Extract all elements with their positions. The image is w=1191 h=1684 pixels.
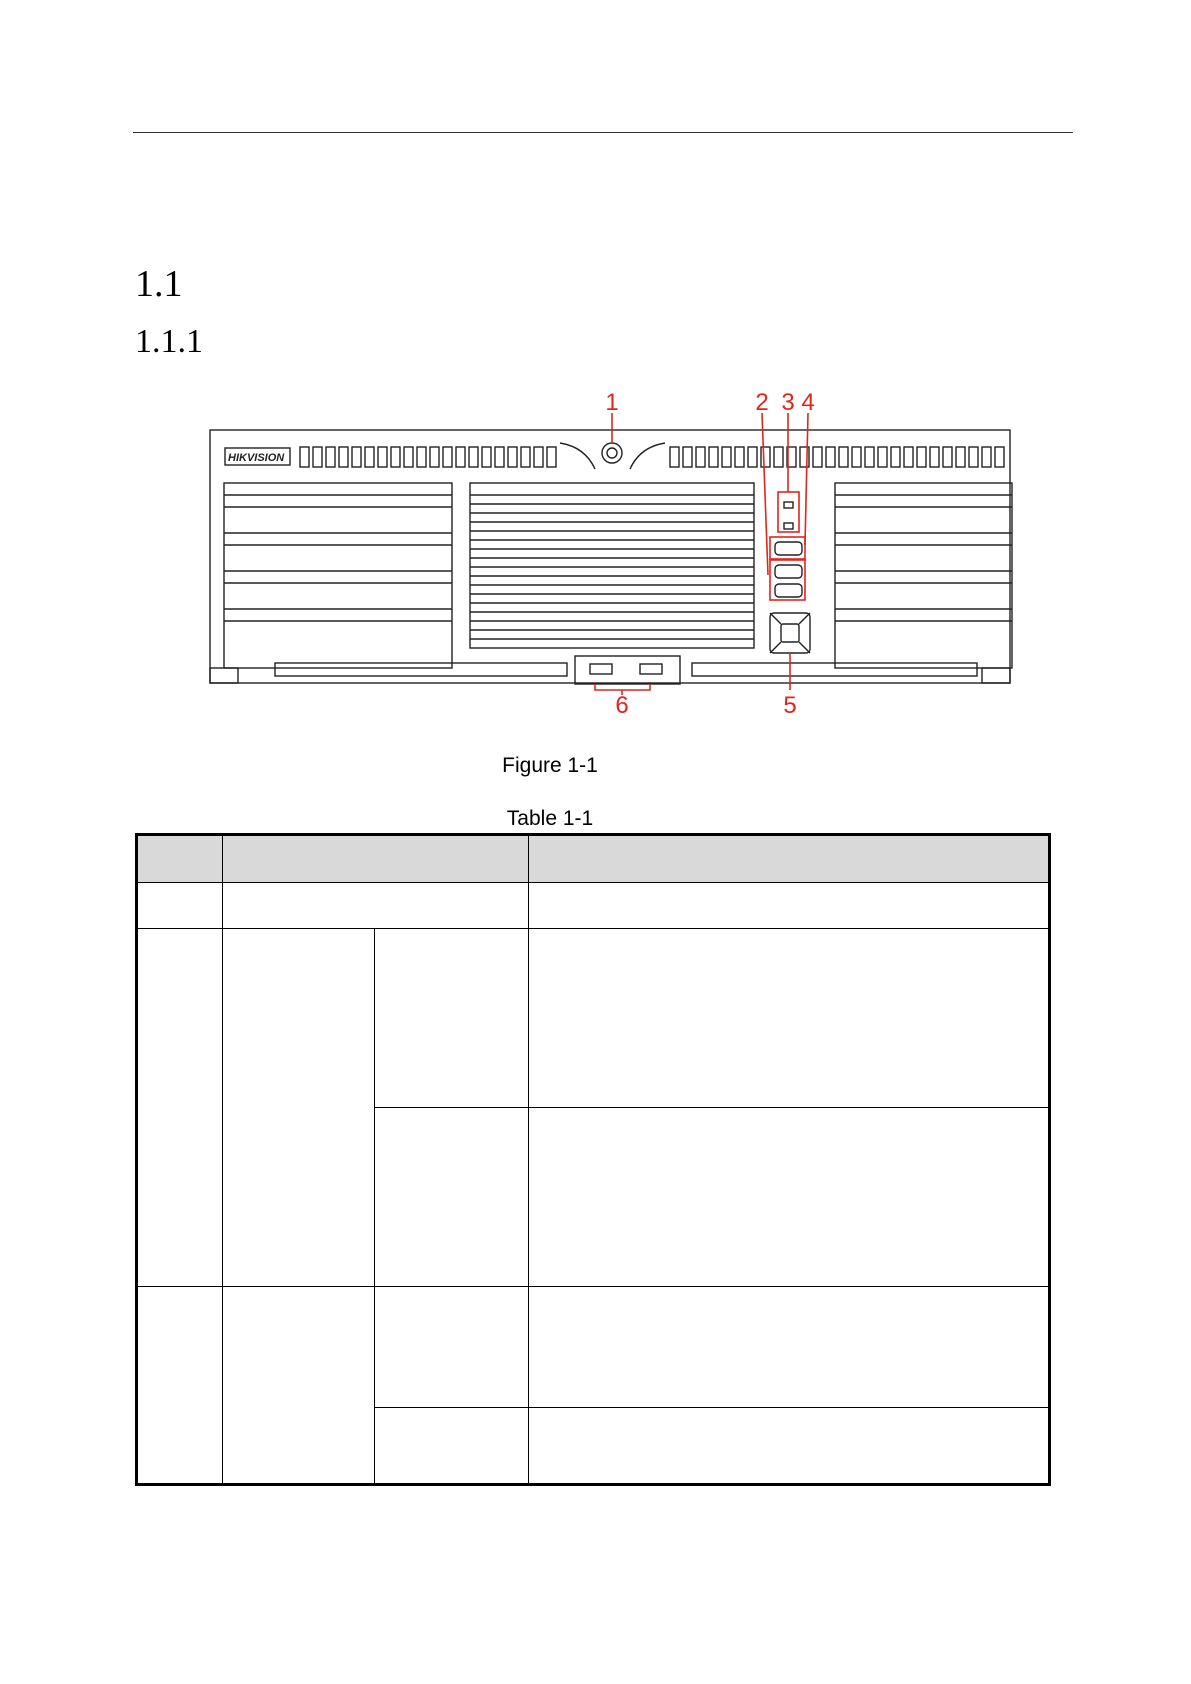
- callout-4: 4: [801, 389, 815, 416]
- vent-slot: [774, 447, 783, 467]
- vent-slot: [482, 447, 491, 467]
- callout-box-3: [778, 492, 799, 532]
- arch-right-curve: [630, 443, 665, 469]
- vent-slot: [865, 447, 874, 467]
- vent-slot: [995, 447, 1004, 467]
- vent-slot: [365, 447, 374, 467]
- vent-slot: [735, 447, 744, 467]
- power-button-inner: [607, 448, 617, 458]
- leader-4: [805, 413, 808, 545]
- table-header-row: [137, 835, 1050, 883]
- vent-slot: [826, 447, 835, 467]
- vent-slot: [326, 447, 335, 467]
- callout-2: 2: [755, 389, 769, 416]
- menu-key: [775, 584, 802, 597]
- table-cell: [137, 883, 223, 929]
- status-led-1: [784, 502, 793, 508]
- arch-left-curve: [560, 443, 595, 469]
- vent-slot: [709, 447, 718, 467]
- vent-slot: [670, 447, 679, 467]
- callout-3: 3: [781, 389, 795, 416]
- callout-6: 6: [615, 692, 629, 719]
- right-drive-slots: [835, 495, 1012, 621]
- center-vent-slots: [470, 495, 754, 639]
- vent-slot: [547, 447, 556, 467]
- vent-slot: [683, 447, 692, 467]
- vent-slot: [404, 447, 413, 467]
- left-foot: [210, 668, 238, 683]
- vent-slot: [339, 447, 348, 467]
- device-front-panel-figure: [200, 385, 1020, 730]
- vent-slot: [956, 447, 965, 467]
- table-cell: [529, 1287, 1050, 1408]
- usb-panel: [575, 656, 680, 684]
- vent-slot: [943, 447, 952, 467]
- vent-slot: [839, 447, 848, 467]
- power-button: [602, 443, 622, 463]
- header-cell-description: [529, 835, 1050, 883]
- table-cell: [529, 1108, 1050, 1287]
- vent-slot: [495, 447, 504, 467]
- vent-slot: [722, 447, 731, 467]
- table-cell: [223, 883, 529, 929]
- vent-slot: [748, 447, 757, 467]
- table-cell: [529, 883, 1050, 929]
- callout-5: 5: [783, 692, 797, 719]
- bottom-trim-left: [275, 663, 567, 676]
- table-cell: [375, 1287, 529, 1408]
- callout-1: 1: [605, 389, 619, 416]
- vent-slot: [469, 447, 478, 467]
- vent-slot: [761, 447, 770, 467]
- table-row: [137, 1287, 1050, 1408]
- center-panel: [470, 483, 754, 648]
- enter-key: [781, 624, 799, 642]
- table-cell: [137, 1287, 223, 1485]
- top-vent-right: [670, 447, 1004, 467]
- table-cell: [137, 929, 223, 1287]
- vent-slot: [891, 447, 900, 467]
- table-cell: [375, 1408, 529, 1485]
- panel-description-table: [135, 833, 1051, 1486]
- table-cell: [223, 929, 375, 1287]
- vent-slot: [917, 447, 926, 467]
- figure-caption: Figure 1-1: [502, 754, 598, 777]
- top-vent-left: [300, 447, 556, 467]
- table-row: [137, 929, 1050, 1108]
- vent-slot: [534, 447, 543, 467]
- left-arch: [555, 443, 620, 468]
- vent-slot: [417, 447, 426, 467]
- usb-port-1: [590, 664, 612, 674]
- table-cell: [375, 929, 529, 1108]
- header-cell-name: [223, 835, 529, 883]
- back-key: [775, 565, 802, 578]
- brand-logo: HIKVISION: [228, 452, 285, 464]
- vent-slot: [300, 447, 309, 467]
- chassis-outline: [210, 430, 1010, 683]
- table-cell: [375, 1108, 529, 1287]
- header-rule: [133, 132, 1073, 133]
- header-cell-no: [137, 835, 223, 883]
- right-drive-panel: [835, 483, 1012, 668]
- power-key: [775, 542, 802, 555]
- vent-slot: [852, 447, 861, 467]
- vent-slot: [969, 447, 978, 467]
- left-drive-slots: [224, 495, 452, 621]
- table-row: [137, 883, 1050, 929]
- table-caption: Table 1-1: [506, 807, 594, 830]
- vent-slot: [982, 447, 991, 467]
- table-cell: [529, 929, 1050, 1108]
- vent-slot: [508, 447, 517, 467]
- table-cell: [529, 1408, 1050, 1485]
- vent-slot: [313, 447, 322, 467]
- vent-slot: [696, 447, 705, 467]
- status-led-2: [784, 523, 793, 529]
- vent-slot: [904, 447, 913, 467]
- vent-slot: [813, 447, 822, 467]
- section-heading: 1.1: [135, 263, 183, 305]
- vent-slot: [378, 447, 387, 467]
- vent-slot: [930, 447, 939, 467]
- vent-slot: [352, 447, 361, 467]
- vent-slot: [878, 447, 887, 467]
- vent-slot: [521, 447, 530, 467]
- leader-2: [762, 413, 768, 575]
- usb-port-2: [640, 664, 662, 674]
- vent-slot: [456, 447, 465, 467]
- vent-slot: [430, 447, 439, 467]
- left-drive-panel: [224, 483, 452, 668]
- vent-slot: [443, 447, 452, 467]
- vent-slot: [391, 447, 400, 467]
- right-foot: [982, 668, 1010, 683]
- subsection-heading: 1.1.1: [135, 323, 203, 360]
- table-cell: [223, 1287, 375, 1485]
